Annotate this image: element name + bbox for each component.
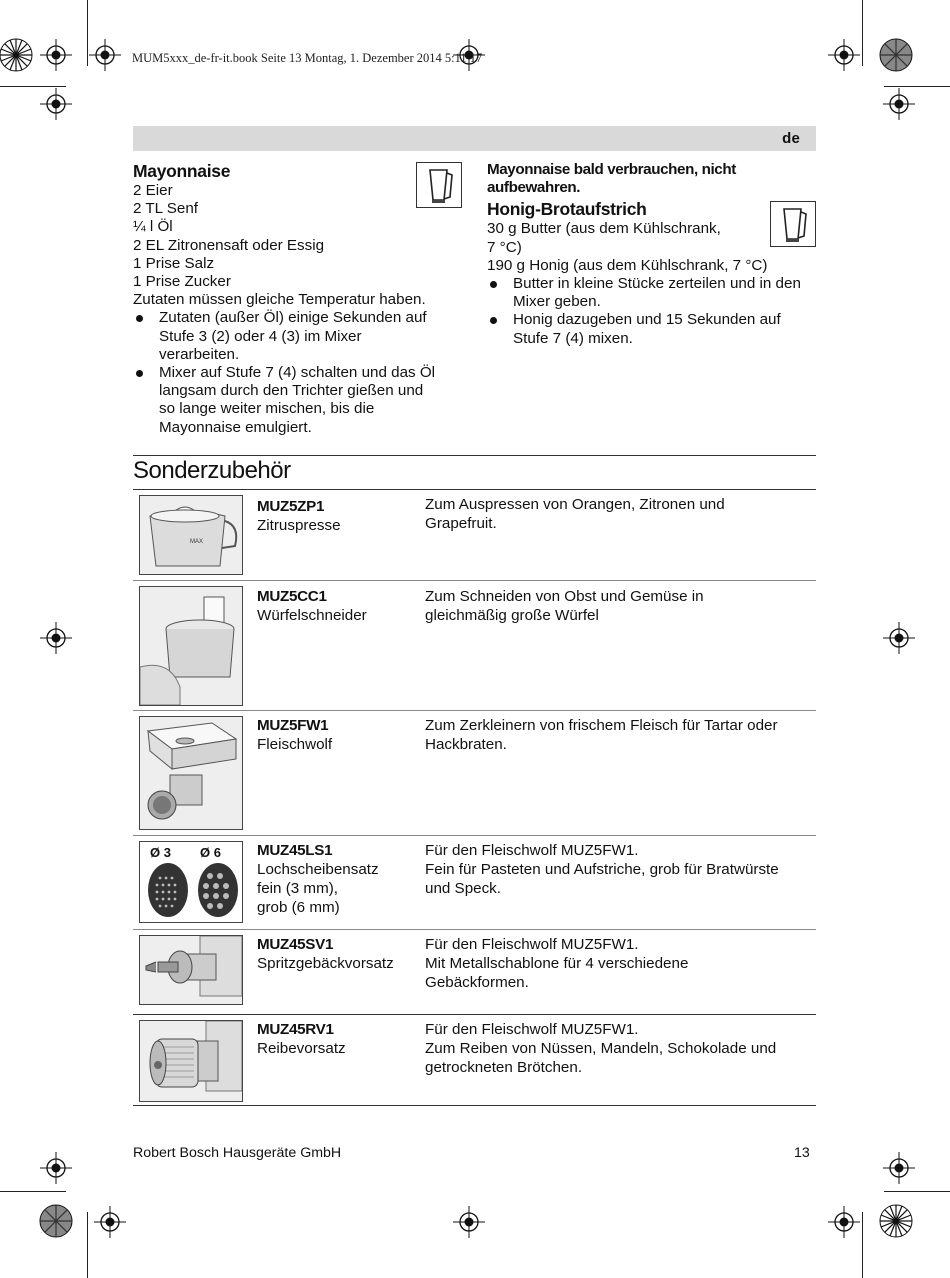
blender-jug-icon bbox=[416, 162, 462, 208]
accessory-description bbox=[425, 935, 820, 992]
accessory-model bbox=[257, 841, 379, 917]
accessory-model bbox=[257, 497, 341, 535]
ingredient: 2 Eier bbox=[133, 182, 173, 199]
section-title: Sonderzubehör bbox=[133, 457, 291, 484]
ingredient: 1 Prise Zucker bbox=[133, 273, 231, 291]
registration-mark-icon bbox=[89, 39, 121, 71]
desc-line: getrockneten Brötchen. bbox=[425, 1059, 583, 1076]
accessory-row bbox=[133, 581, 816, 710]
perforated-discs-icon bbox=[139, 841, 243, 923]
ingredient: 2 EL Zitronensaft oder Essig bbox=[133, 236, 325, 254]
accessory-description bbox=[425, 841, 820, 898]
registration-mark-icon bbox=[828, 1206, 860, 1238]
accessory-code: MUZ5ZP1 bbox=[257, 498, 325, 515]
step-line: Butter in kleine Stücke zerteilen und in den bbox=[513, 275, 801, 293]
star-target-icon bbox=[878, 37, 914, 73]
recipe-right-column bbox=[487, 161, 817, 348]
star-target-icon bbox=[38, 1203, 74, 1239]
accessory-row bbox=[133, 711, 816, 835]
step-line: Mixer auf Stufe 7 (4) schalten und das Öl bbox=[159, 364, 436, 382]
dicer-icon bbox=[139, 586, 243, 706]
accessory-code: MUZ5CC1 bbox=[257, 588, 327, 605]
registration-mark-icon bbox=[453, 1206, 485, 1238]
recipe-mayonnaise bbox=[133, 161, 463, 437]
desc-line: und Speck. bbox=[425, 880, 501, 897]
recipe-step bbox=[487, 311, 817, 347]
desc-line: Fein für Pasteten und Aufstriche, grob für Bratwürste bbox=[425, 861, 779, 878]
registration-mark-icon bbox=[883, 622, 915, 654]
registration-mark-icon bbox=[828, 39, 860, 71]
accessory-model bbox=[257, 587, 367, 625]
step-line: Zutaten (außer Öl) einige Sekunden auf bbox=[159, 309, 427, 327]
step-line: Stufe 3 (2) oder 4 (3) im Mixer bbox=[159, 327, 362, 345]
cookie-press-attachment-icon bbox=[139, 935, 243, 1005]
mayonnaise-warning: Mayonnaise bald verbrauchen, nicht bbox=[487, 161, 736, 178]
accessory-name: grob (6 mm) bbox=[257, 899, 340, 916]
registration-mark-icon bbox=[883, 1152, 915, 1184]
desc-line: Zum Zerkleinern von frischem Fleisch für Tartar oder bbox=[425, 717, 778, 734]
accessory-code: MUZ5FW1 bbox=[257, 717, 329, 734]
desc-line: Grapefruit. bbox=[425, 515, 497, 532]
desc-line: Mit Metallschablone für 4 verschiedene bbox=[425, 955, 689, 972]
section-divider bbox=[133, 455, 816, 456]
recipe-step bbox=[487, 275, 817, 311]
blender-jug-icon bbox=[770, 201, 816, 247]
desc-line: Hackbraten. bbox=[425, 736, 507, 753]
desc-line: Für den Fleischwolf MUZ5FW1. bbox=[425, 842, 639, 859]
desc-line: Zum Auspressen von Orangen, Zitronen und bbox=[425, 496, 725, 513]
step-line: Stufe 7 (4) mixen. bbox=[513, 329, 633, 347]
registration-mark-icon bbox=[94, 1206, 126, 1238]
accessory-model bbox=[257, 716, 332, 754]
registration-mark-icon bbox=[40, 39, 72, 71]
accessory-row bbox=[133, 1015, 816, 1105]
ingredient: 2 TL Senf bbox=[133, 200, 199, 218]
step-line: langsam durch den Trichter gießen und bbox=[159, 382, 424, 400]
section-divider bbox=[133, 1105, 816, 1106]
disc-label: Ø 3 bbox=[150, 845, 171, 860]
desc-line: Zum Schneiden von Obst und Gemüse in bbox=[425, 588, 704, 605]
accessory-row bbox=[133, 930, 816, 1014]
step-line: so lange weiter mischen, bis die bbox=[159, 400, 375, 418]
accessory-name: Reibevorsatz bbox=[257, 1040, 346, 1057]
page-number: 13 bbox=[794, 1145, 810, 1161]
ingredient: 30 g Butter (aus dem Kühlschrank, bbox=[487, 220, 721, 238]
accessory-description bbox=[425, 716, 820, 754]
grater-attachment-icon bbox=[139, 1020, 243, 1102]
ingredient: 1 Prise Salz bbox=[133, 254, 215, 272]
desc-line: Für den Fleischwolf MUZ5FW1. bbox=[425, 936, 639, 953]
ingredient: ¼ l Öl bbox=[133, 218, 173, 236]
accessory-code: MUZ45SV1 bbox=[257, 936, 334, 953]
mayonnaise-warning: aufbewahren. bbox=[487, 179, 581, 197]
print-header: MUM5xxx_de-fr-it.book Seite 13 Montag, 1. Dezember 2014 5:11 17 bbox=[132, 51, 483, 65]
accessory-name: fein (3 mm), bbox=[257, 880, 339, 897]
recipe-title: Honig-Brotaufstrich bbox=[487, 199, 647, 220]
accessory-model bbox=[257, 1020, 346, 1058]
disc-label: Ø 6 bbox=[200, 845, 221, 860]
desc-line: Für den Fleischwolf MUZ5FW1. bbox=[425, 1021, 639, 1038]
registration-mark-icon bbox=[883, 88, 915, 120]
citrus-press-icon bbox=[139, 495, 243, 575]
registration-mark-icon bbox=[40, 1152, 72, 1184]
max-label: MAX bbox=[190, 539, 204, 545]
ingredient: 7 °C) bbox=[487, 238, 522, 256]
desc-line: Gebäckformen. bbox=[425, 974, 529, 991]
step-line: Honig dazugeben und 15 Sekunden auf bbox=[513, 311, 781, 329]
accessory-description bbox=[425, 1020, 820, 1077]
meat-grinder-icon bbox=[139, 716, 243, 830]
step-line: Mixer geben. bbox=[513, 293, 601, 311]
accessory-code: MUZ45LS1 bbox=[257, 842, 333, 859]
accessory-name: Zitruspresse bbox=[257, 517, 341, 534]
registration-mark-icon bbox=[40, 88, 72, 120]
ingredient: 190 g Honig (aus dem Kühlschrank, 7 °C) bbox=[487, 256, 768, 274]
accessory-name: Lochscheibensatz bbox=[257, 861, 379, 878]
accessory-description bbox=[425, 495, 820, 533]
accessory-row bbox=[133, 489, 816, 581]
accessory-model bbox=[257, 935, 394, 973]
recipe-note: Zutaten müssen gleiche Temperatur haben. bbox=[133, 291, 426, 309]
accessory-row bbox=[133, 836, 816, 928]
accessory-description bbox=[425, 587, 820, 625]
step-line: verarbeiten. bbox=[159, 345, 240, 363]
language-tab: de bbox=[782, 130, 800, 147]
footer-company: Robert Bosch Hausgeräte GmbH bbox=[133, 1145, 342, 1161]
accessory-name: Fleischwolf bbox=[257, 736, 333, 753]
desc-line: Zum Reiben von Nüssen, Mandeln, Schokolade und bbox=[425, 1040, 777, 1057]
recipe-step bbox=[133, 364, 463, 437]
desc-line: gleichmäßig große Würfel bbox=[425, 607, 599, 624]
language-tab-bar bbox=[133, 126, 816, 151]
accessory-name: Spritzgebäckvorsatz bbox=[257, 955, 394, 972]
recipe-title: Mayonnaise bbox=[133, 161, 231, 181]
registration-mark-icon bbox=[40, 622, 72, 654]
recipe-step bbox=[133, 309, 463, 364]
star-target-icon bbox=[0, 37, 34, 73]
step-line: Mayonnaise emulgiert. bbox=[159, 418, 312, 436]
accessory-code: MUZ45RV1 bbox=[257, 1021, 334, 1038]
star-target-icon bbox=[878, 1203, 914, 1239]
accessory-name: Würfelschneider bbox=[257, 607, 367, 624]
